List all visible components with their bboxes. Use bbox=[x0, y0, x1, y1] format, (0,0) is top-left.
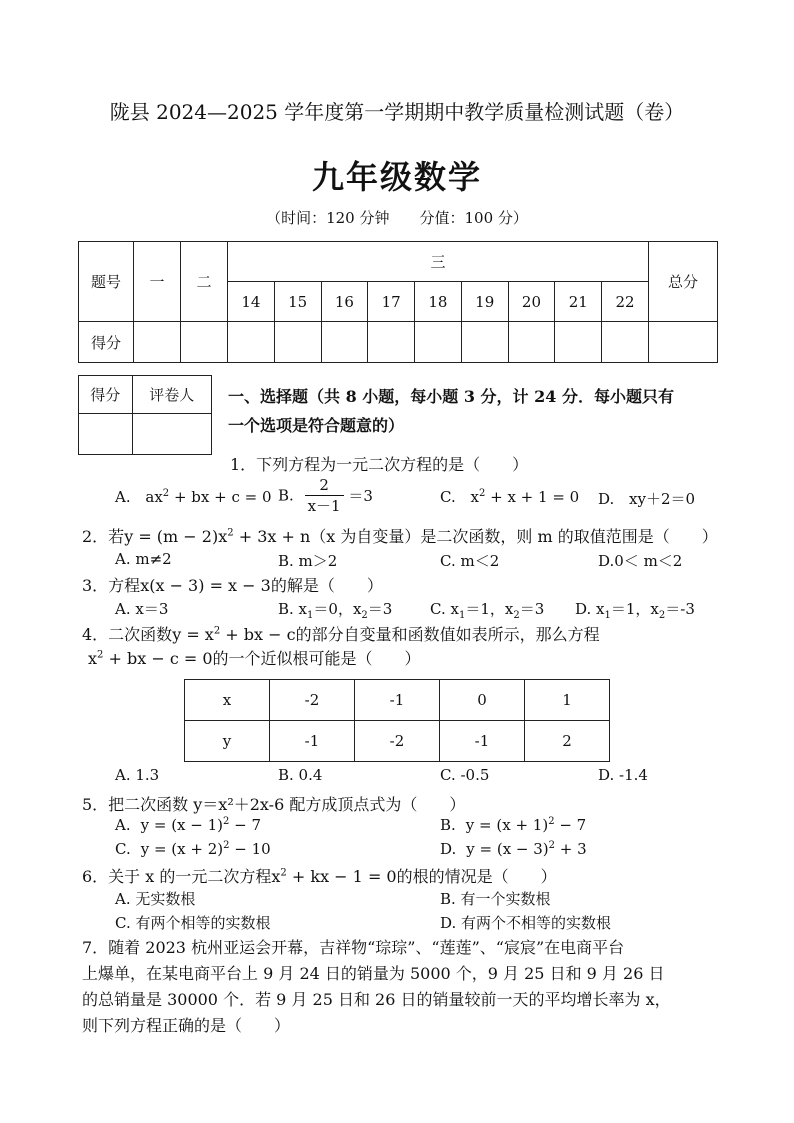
q7-line1: 7．随着 2023 杭州亚运会开幕，吉祥物“琮琮”、“莲莲”、“宸宸”在电商平台 bbox=[82, 938, 625, 957]
q4-stem-pre: 4．二次函数 bbox=[82, 625, 173, 644]
col-three: 三 bbox=[228, 242, 649, 282]
q1-a-label: A. bbox=[115, 488, 131, 506]
q4-data-table bbox=[184, 679, 610, 762]
q4-option-a[interactable]: A. 1.3 bbox=[115, 766, 160, 784]
table-cell: 1 bbox=[524, 680, 609, 721]
q7-line2: 上爆单，在某电商平台上 9 月 24 日的销量为 5000 个，9 月 25 日和 9 月 26 日 bbox=[82, 964, 665, 983]
q3-d-pre: D. x bbox=[575, 600, 605, 618]
q2-option-b[interactable]: B. m＞2 bbox=[278, 552, 338, 570]
sub-number: 19 bbox=[461, 282, 508, 322]
q1-option-d[interactable] bbox=[598, 488, 695, 509]
score-cell[interactable] bbox=[649, 322, 718, 363]
score-cell[interactable] bbox=[555, 322, 602, 363]
q1-d-label: D. bbox=[598, 490, 615, 508]
q1-d-text: xy＋2＝0 bbox=[629, 490, 696, 508]
score-cell[interactable] bbox=[321, 322, 368, 363]
q3-b-pre: B. x bbox=[278, 600, 308, 618]
table-cell: -1 bbox=[354, 680, 439, 721]
q3-option-d[interactable]: D. $x_1=1$，$x_2=-3$ bbox=[575, 600, 695, 621]
q3-option-a[interactable]: A. x＝3 bbox=[115, 600, 169, 618]
q5-stem: 5．把二次函数 y＝x²＋2x-6 配方成顶点式为（ ） bbox=[82, 795, 466, 814]
q5-a-label: A. bbox=[115, 816, 131, 834]
grader-name-cell[interactable] bbox=[132, 414, 211, 455]
exam-title: 陇县 2024—2025 学年度第一学期期中教学质量检测试题（卷） bbox=[109, 100, 685, 124]
q5-option-d[interactable]: D. $y = (x - 3)^2 + 3$ bbox=[440, 840, 587, 858]
q4-option-d[interactable]: D. -1.4 bbox=[598, 766, 648, 784]
q3-c-mid: ＝1，x bbox=[465, 600, 514, 618]
score-cell[interactable] bbox=[134, 322, 181, 363]
q1-option-c[interactable]: C. $x^2 + x + 1 = 0$ bbox=[440, 488, 580, 506]
table-cell: 2 bbox=[524, 721, 609, 762]
q6-option-a[interactable]: A. 无实数根 bbox=[115, 890, 196, 908]
score-cell[interactable] bbox=[274, 322, 321, 363]
table-cell: -1 bbox=[439, 721, 524, 762]
q5-option-a[interactable]: A. $y = (x - 1)^2 - 7$ bbox=[115, 816, 262, 834]
col-one: 一 bbox=[134, 242, 181, 322]
q3-stem-post: 的解是（ ） bbox=[270, 576, 383, 595]
q3-d-end: ＝-3 bbox=[665, 600, 695, 618]
q3-stem-pre: 3．方程 bbox=[82, 576, 141, 595]
q3-c-end: ＝3 bbox=[519, 600, 545, 618]
q3-c-pre: C. x bbox=[430, 600, 459, 618]
q5-option-b[interactable]: B. $y = (x + 1)^2 - 7$ bbox=[440, 816, 587, 834]
label-score: 得分 bbox=[79, 322, 134, 363]
table-cell: -2 bbox=[269, 680, 354, 721]
q4-stem-post: 的部分自变量和函数值如表所示，那么方程 bbox=[295, 625, 600, 644]
col-two: 二 bbox=[181, 242, 228, 322]
sub-number: 20 bbox=[508, 282, 555, 322]
q6-option-d[interactable]: D. 有两个不相等的实数根 bbox=[440, 914, 612, 932]
q1-b-numerator: 2 bbox=[305, 475, 344, 496]
grader-score-cell[interactable] bbox=[79, 414, 133, 455]
q2-option-c[interactable]: C. m＜2 bbox=[440, 552, 500, 570]
grader-label: 评卷人 bbox=[132, 376, 211, 414]
q4-option-b[interactable]: B. 0.4 bbox=[278, 766, 323, 784]
q6-option-c[interactable]: C. 有两个相等的实数根 bbox=[115, 914, 271, 932]
table-cell: -1 bbox=[269, 721, 354, 762]
score-cell[interactable] bbox=[602, 322, 649, 363]
q6-stem-post: 的根的情况是（ ） bbox=[396, 867, 557, 886]
table-cell: y bbox=[185, 721, 270, 762]
table-cell: 0 bbox=[439, 680, 524, 721]
sub-number: 17 bbox=[368, 282, 415, 322]
q3-b-end: ＝3 bbox=[367, 600, 393, 618]
section1-heading-line2: 一个选项是符合题意的） bbox=[228, 416, 405, 435]
q5-d-label: D. bbox=[440, 840, 457, 858]
q1-option-b[interactable] bbox=[278, 475, 373, 516]
q3-d-mid: ＝1，x bbox=[610, 600, 659, 618]
sub-number: 15 bbox=[274, 282, 321, 322]
q2-option-a[interactable]: A. m≠2 bbox=[115, 550, 172, 568]
score-cell[interactable] bbox=[368, 322, 415, 363]
table-cell: x bbox=[185, 680, 270, 721]
time-info: （时间：120 分钟 分值：100 分） bbox=[266, 209, 528, 227]
q7-line3: 的总销量是 30000 个．若 9 月 25 日和 26 日的销量较前一天的平均增长率为 x， bbox=[82, 990, 671, 1009]
q5-c-label: C. bbox=[115, 840, 131, 858]
score-cell[interactable] bbox=[508, 322, 555, 363]
q1-b-rest: ＝3 bbox=[348, 487, 373, 505]
q3-option-b[interactable]: B. $x_1=0$，$x_2=3$ bbox=[278, 600, 393, 621]
label-question-number: 题号 bbox=[79, 242, 134, 322]
score-table bbox=[78, 241, 718, 363]
score-cell[interactable] bbox=[228, 322, 275, 363]
q2-option-d[interactable]: D.0＜ m＜2 bbox=[598, 552, 683, 570]
score-cell[interactable] bbox=[181, 322, 228, 363]
q4-stem-line1: 4．二次函数$y = x^2$ + bx − c的部分自变量和函数值如表所示，那么方程 bbox=[82, 625, 600, 644]
table-cell: -2 bbox=[354, 721, 439, 762]
q3-option-c[interactable]: C. $x_1=1$，$x_2=3$ bbox=[430, 600, 545, 621]
subject-title: 九年级数学 bbox=[311, 158, 482, 196]
sub-number: 16 bbox=[321, 282, 368, 322]
q5-option-c[interactable]: C. $y = (x + 2)^2 - 10$ bbox=[115, 840, 271, 858]
section1-heading-line1: 一、选择题（共 8 小题，每小题 3 分，计 24 分．每小题只有 bbox=[228, 387, 674, 406]
q6-option-b[interactable]: B. 有一个实数根 bbox=[440, 890, 551, 908]
q2-stem: 2．若$y = (m - 2)x^2 + 3x + n(x$ 为自变量）是二次函数，则 m 的取值范围是（ ） bbox=[82, 527, 718, 546]
sub-number: 21 bbox=[555, 282, 602, 322]
score-cell[interactable] bbox=[415, 322, 462, 363]
col-total: 总分 bbox=[649, 242, 718, 322]
q2-stem-pre: 2．若 bbox=[82, 527, 125, 546]
grader-score-label: 得分 bbox=[79, 376, 133, 414]
q4-option-c[interactable]: C. -0.5 bbox=[440, 766, 490, 784]
q3-stem: 3．方程x(x − 3) = x − 3的解是（ ） bbox=[82, 576, 383, 595]
sub-number: 14 bbox=[228, 282, 275, 322]
q2-stem-post: （x 为自变量）是二次函数，则 m 的取值范围是（ ） bbox=[310, 527, 718, 546]
q6-stem: 6．关于 x 的一元二次方程$x^2$ + kx − 1 = 0的根的情况是（ ） bbox=[82, 867, 557, 886]
q1-c-label: C. bbox=[440, 488, 456, 506]
score-cell[interactable] bbox=[461, 322, 508, 363]
q1-stem: 1．下列方程为一元二次方程的是（ ） bbox=[230, 455, 529, 474]
q1-b-denominator: x－1 bbox=[307, 497, 341, 515]
q4-stem-line2-post: 的一个近似根可能是（ ） bbox=[212, 649, 421, 668]
q5-b-label: B. bbox=[440, 816, 456, 834]
q1-b-label: B. bbox=[278, 486, 294, 505]
grader-table bbox=[78, 375, 212, 455]
q1-option-a[interactable]: A. $ax^2$ + bx + c = 0 bbox=[115, 488, 272, 506]
q3-b-mid: ＝0，x bbox=[313, 600, 362, 618]
q6-stem-pre: 6．关于 x 的一元二次方程 bbox=[82, 867, 272, 886]
q4-stem-line2: $x^2$ + bx − c = 0的一个近似根可能是（ ） bbox=[88, 649, 421, 668]
sub-number: 18 bbox=[415, 282, 462, 322]
sub-number: 22 bbox=[602, 282, 649, 322]
q7-line4: 则下列方程正确的是（ ） bbox=[82, 1016, 291, 1035]
